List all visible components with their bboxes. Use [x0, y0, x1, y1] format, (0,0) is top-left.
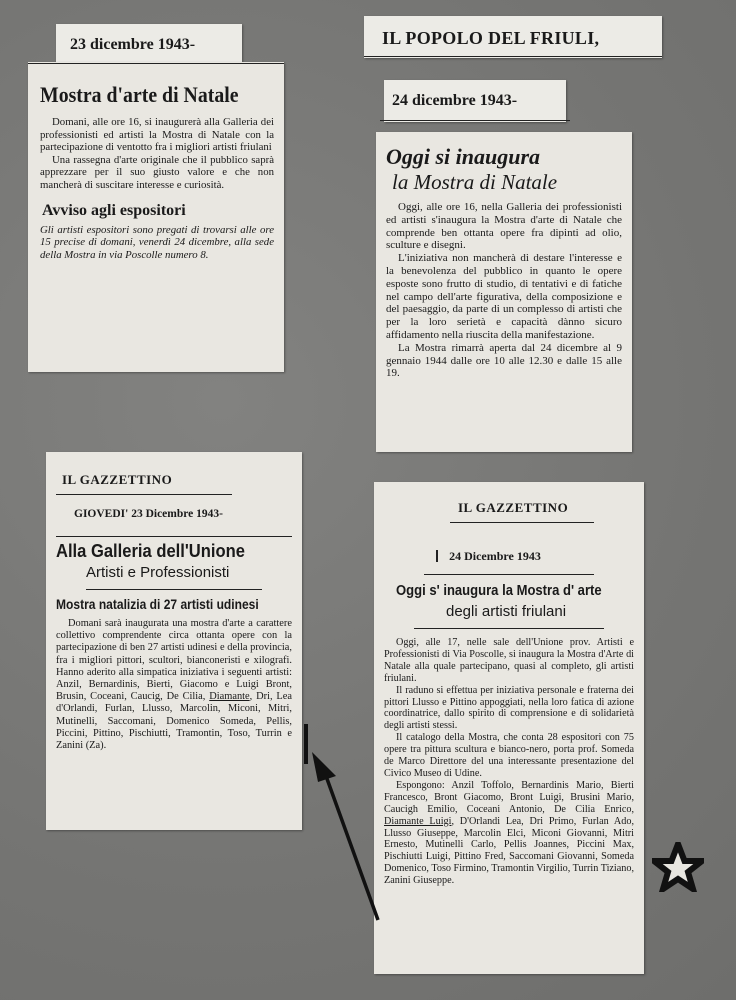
clip4-body-4b: , D'Orlandi Lea, Dri Primo, Furlan Ado, Llusso Giuseppe, Marcolin Elci, Miconi Giovanni, Mitri Ernesto, Mutinelli Carlo, Pellis Joannes, Piccini Max, Pischiutti Luigi, Pittino Fred, Saccomani Giovanni, Someda Domenico, Toso Firmino, Tramontin Virgilio, Turrin Tiziano, Zanini Giuseppe. [384, 815, 635, 887]
clip4-headline-1: Oggi s' inaugura la Mostra d' arte [396, 583, 602, 599]
clip4-body-4a: Espongono: Anzil Toffolo, Bernardinis Mario, Bierti Francesco, Bront Giacomo, Bront Luigi, Brusini Mario, Caucigh Emilio, Coceani Antonio, De Cilia Enrico, [384, 779, 634, 815]
clip2-masthead-strip [364, 16, 662, 58]
star-icon [652, 842, 704, 892]
clip4-body-3: Il catalogo della Mostra, che conta 28 espositori con 75 opere tra pittura scultura e bianco-nero, porta prof. Someda de Marco Direttore del una interessante presentazione del Civico Museo di Udine. [384, 732, 634, 779]
clip3-body-a: Domani sarà inaugurata una mostra d'arte a carattere collettivo comprendente circa ottanta opere con la partecipazione di ben 27 artisti udinesi e della provincia, fra i migliori pittori, scultori, bianconeristi e xilografi. Hanno aderito alla simpatica iniziativa i seguenti artisti: Anzil, Bernardinis, Bierti, Giacomo e Luigi Bront, Brusin, Coceani, Caucig, De Cilia, [56, 618, 292, 703]
annotation-arrow-icon [300, 720, 390, 930]
clipping-alla-galleria-unione [46, 452, 302, 830]
clip2-headline-2: la Mostra di Natale [392, 170, 558, 194]
clip2-masthead: IL POPOLO DEL FRIULI, [382, 28, 600, 48]
clip3-headline-1: Alla Galleria dell'Unione [56, 541, 245, 561]
clip1-date-strip [56, 24, 242, 62]
clipping-oggi-si-inaugura [376, 132, 632, 452]
clipping-oggi-s-inaugura-mostra-arte [374, 482, 644, 974]
clip4-body-2: Il raduno si effettua per iniziativa personale e fraterna dei pittori Llusso e Pittino appoggiati, nella loro fatica di azione coordinatrice, dallo spirito di comprensione e di solidarietà degli artisti stessi. [384, 684, 634, 732]
clip4-body-1: Oggi, alle 17, nelle sale dell'Unione prov. Artisti e Professionisti di Via Poscolle, si inaugura la Mostra d'Arte di Natale alla quale partecipano, quasi al completo, gli artisti friulani. [384, 637, 634, 684]
clip1-subhead: Avviso agli espositori [42, 201, 186, 219]
clip3-subhead: Mostra natalizia di 27 artisti udinesi [56, 596, 259, 612]
clip2-headline-1: Oggi si inaugura [386, 144, 541, 169]
clip3-body-name: Diamante [209, 691, 250, 703]
clip1-body-2: Una rassegna d'arte originale che il pubblico saprà apprezzare per il suo giusto valore e che non mancherà di suscitare interesse e curiosità. [40, 153, 274, 191]
clip4-headline-2: degli artisti friulani [446, 603, 567, 620]
clip4-masthead: IL GAZZETTINO [458, 500, 569, 515]
clip2-date: 24 dicembre 1943- [392, 92, 518, 109]
clip1-notice: Gli artisti espositori sono pregati di trovarsi alle ore 15 precise di domani, venerdì 24 dicembre, alla sede della Mostra in via Poscolle numero 8. [40, 223, 274, 262]
clip2-body-1: Oggi, alle ore 16, nella Galleria dei professionisti ed artisti s'inaugura la Mostra d'arte di Natale che comprende ben ottanta opere fra dipinti ad olio, sculture e disegni. [386, 201, 622, 252]
clip1-headline: Mostra d'arte di Natale [40, 82, 239, 107]
clip1-body: Domani, alle ore 16, si inaugurerà alla Galleria dei professionisti ed artisti la Mostra di Natale con la partecipazione di ventotto fra i migliori artisti friulani [40, 116, 274, 154]
clip2-body-2: L'iniziativa non mancherà di destare l'interesse e la benevolenza del pubblico in quanto le opere esposte sono frutto di studio, di tentativi e di fatiche nel campo dell'arte figurativa, della composizione e del paesaggio, da parte di un complesso di artisti che per la loro serietà e capacità dànno sicuro affidamento nella riuscita della manifestazione. [386, 252, 622, 341]
clip1-date: 23 dicembre 1943- [70, 36, 196, 53]
clip4-date: 24 Dicembre 1943 [449, 549, 541, 563]
clip2-body-3: La Mostra rimarrà aperta dal 24 dicembre al 9 gennaio 1944 dalle ore 10 alle 12.30 e dalle 15 alle 19. [386, 341, 622, 380]
clip3-headline-2: Artisti e Professionisti [86, 564, 230, 581]
clip3-masthead: IL GAZZETTINO [62, 472, 173, 487]
clip3-date: GIOVEDI' 23 Dicembre 1943- [74, 508, 223, 520]
clip2-date-strip [384, 80, 566, 122]
clip3-body-b: , Dri, Lea d'Orlandi, Furlan, Llusso, Marcolin, Miconi, Mitri, Mutinelli, Saccomani, Domenico Someda, Pellis, Piccini, Pittino, Pischiutti, Tramontin, Toso, Turrin e Zanini (Za). [56, 691, 292, 752]
clipping-mostra-arte-natale [28, 62, 284, 372]
clip4-body-4-name: Diamante Luigi [384, 815, 452, 827]
